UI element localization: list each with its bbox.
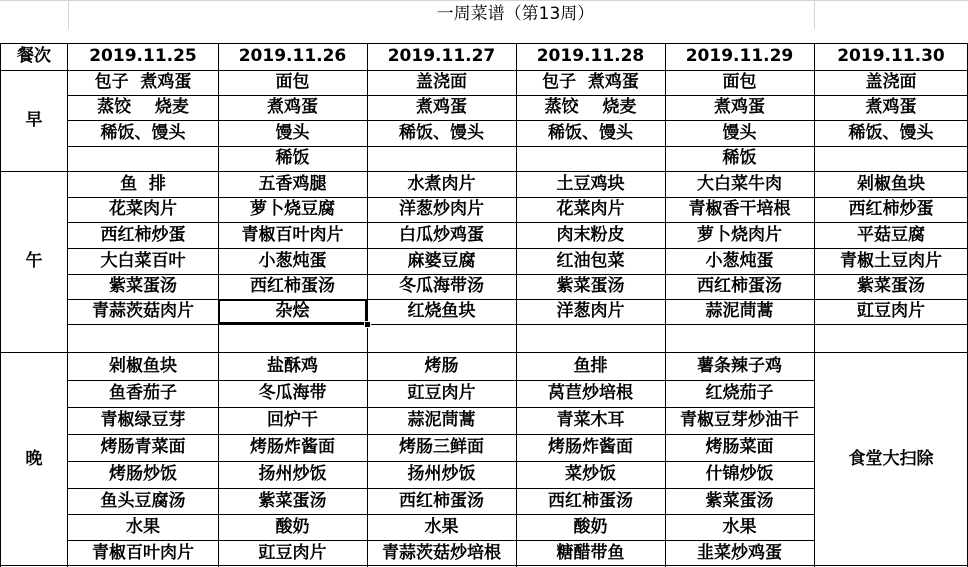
breakfast-menu-cell[interactable]: 盖浇面 <box>416 72 467 92</box>
lunch-menu-cell[interactable] <box>218 324 367 352</box>
lunch-menu-cell[interactable] <box>516 324 665 352</box>
dinner-menu-cell[interactable]: 薯条辣子鸡 <box>697 355 782 376</box>
dinner-menu-cell[interactable]: 酸奶 <box>573 516 608 537</box>
dinner-menu-cell[interactable]: 菜炒饭 <box>565 464 616 484</box>
dinner-menu-cell[interactable]: 烤肠炸酱面 <box>548 437 633 457</box>
breakfast-menu-cell[interactable]: 包子 煮鸡蛋 <box>94 72 192 92</box>
breakfast-menu-cell[interactable]: 稀饭、馒头 <box>848 122 934 143</box>
dinner-menu-cell[interactable]: 西红柿蛋汤 <box>548 490 633 511</box>
dinner-menu-cell[interactable]: 水果 <box>424 516 459 537</box>
breakfast-menu-cell[interactable]: 煮鸡蛋 <box>714 97 765 117</box>
dinner-menu-cell[interactable]: 盐酥鸡 <box>267 355 318 376</box>
lunch-menu-cell[interactable]: 萝卜烧豆腐 <box>250 199 335 219</box>
grid-line <box>516 43 517 567</box>
lunch-menu-cell[interactable]: 西红柿蛋汤 <box>250 276 335 296</box>
fill-handle[interactable] <box>364 321 371 328</box>
dinner-menu-cell[interactable]: 紫菜蛋汤 <box>705 490 774 511</box>
lunch-menu-cell[interactable]: 青椒百叶肉片 <box>241 224 344 245</box>
header-date[interactable]: 2019.11.29 <box>685 46 794 66</box>
dinner-menu-cell[interactable]: 莴苣炒培根 <box>548 383 633 403</box>
lunch-menu-cell[interactable] <box>367 324 516 352</box>
meal-label-breakfast[interactable]: 早 <box>25 110 43 130</box>
breakfast-menu-cell[interactable]: 馒头 <box>722 122 757 143</box>
dinner-menu-cell[interactable]: 水果 <box>722 516 757 537</box>
breakfast-menu-cell[interactable]: 盖浇面 <box>865 72 917 92</box>
lunch-menu-cell[interactable]: 青蒜茨菇肉片 <box>92 301 194 321</box>
header-meal[interactable]: 餐次 <box>17 46 51 66</box>
lunch-menu-cell[interactable]: 紫菜蛋汤 <box>857 276 925 296</box>
lunch-menu-cell[interactable]: 白瓜炒鸡蛋 <box>399 224 484 245</box>
grid-line <box>68 0 69 29</box>
lunch-menu-cell[interactable]: 小葱炖蛋 <box>258 250 327 271</box>
lunch-menu-cell[interactable]: 花菜肉片 <box>109 199 177 219</box>
lunch-menu-cell[interactable]: 蒜泥茼蒿 <box>705 301 774 321</box>
grid-line <box>814 43 815 567</box>
lunch-menu-cell[interactable]: 西红柿炒蛋 <box>848 199 934 219</box>
grid-line <box>68 540 815 541</box>
grid-line <box>0 43 968 44</box>
header-date[interactable]: 2019.11.25 <box>89 46 197 66</box>
grid-line <box>68 299 968 300</box>
grid-line <box>68 461 815 462</box>
breakfast-menu-cell[interactable]: 煮鸡蛋 <box>865 97 917 117</box>
lunch-menu-cell[interactable]: 青椒土豆肉片 <box>840 250 942 271</box>
lunch-menu-cell[interactable]: 平菇豆腐 <box>857 224 925 245</box>
breakfast-menu-cell[interactable]: 蒸饺 烧麦 <box>97 97 189 117</box>
lunch-menu-cell[interactable]: 洋葱炒肉片 <box>399 199 484 219</box>
dinner-menu-cell[interactable]: 豇豆肉片 <box>258 542 327 563</box>
dinner-menu-cell[interactable]: 糖醋带鱼 <box>556 542 625 563</box>
breakfast-menu-cell[interactable]: 面包 <box>275 72 310 92</box>
breakfast-menu-cell[interactable] <box>516 146 665 171</box>
lunch-menu-cell[interactable]: 鱼 排 <box>120 173 166 194</box>
lunch-menu-cell[interactable]: 冬瓜海带汤 <box>399 276 484 296</box>
breakfast-menu-cell[interactable]: 馒头 <box>275 122 310 143</box>
grid-line <box>814 0 815 29</box>
dinner-menu-cell[interactable]: 酸奶 <box>275 516 310 537</box>
lunch-menu-cell[interactable] <box>814 324 968 352</box>
dinner-menu-cell[interactable]: 什锦炒饭 <box>705 464 774 484</box>
dinner-menu-cell[interactable]: 韭菜炒鸡蛋 <box>697 542 782 563</box>
grid-line <box>68 407 815 408</box>
grid-line <box>0 352 968 353</box>
dinner-menu-cell[interactable]: 烤肠青菜面 <box>100 437 186 457</box>
dinner-menu-cell[interactable]: 扬州炒饭 <box>258 464 327 484</box>
dinner-menu-cell[interactable]: 豇豆肉片 <box>407 383 476 403</box>
dinner-menu-cell[interactable]: 青椒绿豆芽 <box>100 410 186 430</box>
grid-line <box>68 248 968 249</box>
dinner-menu-cell[interactable]: 烤肠 <box>424 355 459 376</box>
lunch-menu-cell[interactable]: 花菜肉片 <box>556 199 625 219</box>
grid-line <box>68 146 968 147</box>
header-date[interactable]: 2019.11.27 <box>387 46 496 66</box>
lunch-menu-cell[interactable]: 麻婆豆腐 <box>407 250 476 271</box>
lunch-menu-cell[interactable]: 五香鸡腿 <box>258 173 327 194</box>
grid-line <box>68 380 815 381</box>
dinner-menu-cell[interactable]: 回炉干 <box>267 410 318 430</box>
lunch-menu-cell[interactable]: 西红柿炒蛋 <box>100 224 186 245</box>
grid-line <box>0 43 1 567</box>
dinner-menu-cell[interactable]: 烤肠炒饭 <box>109 464 177 484</box>
breakfast-menu-cell[interactable]: 煮鸡蛋 <box>267 97 318 117</box>
grid-line <box>68 514 815 515</box>
breakfast-menu-cell[interactable]: 稀饭、馒头 <box>100 122 186 143</box>
breakfast-menu-cell[interactable] <box>367 146 516 171</box>
lunch-menu-cell[interactable]: 红烧鱼块 <box>407 301 476 321</box>
dinner-saturday-merged[interactable]: 食堂大扫除 <box>848 448 934 469</box>
breakfast-menu-cell[interactable]: 稀饭、馒头 <box>399 122 484 143</box>
dinner-menu-cell[interactable]: 蒜泥茼蒿 <box>407 410 476 430</box>
breakfast-menu-cell[interactable]: 包子 煮鸡蛋 <box>542 72 639 92</box>
dinner-menu-cell[interactable]: 鱼排 <box>573 355 608 376</box>
grid-line <box>68 120 968 121</box>
breakfast-menu-cell[interactable] <box>68 146 218 171</box>
header-date[interactable]: 2019.11.26 <box>238 46 347 66</box>
lunch-menu-cell[interactable]: 红油包菜 <box>556 250 625 271</box>
grid-line <box>665 43 666 567</box>
dinner-menu-cell[interactable]: 烤肠炸酱面 <box>250 437 335 457</box>
dinner-menu-cell[interactable]: 烤肠菜面 <box>705 437 774 457</box>
grid-line <box>68 324 968 325</box>
lunch-menu-cell[interactable]: 水煮肉片 <box>407 173 476 194</box>
dinner-menu-cell[interactable]: 鱼头豆腐汤 <box>100 490 186 511</box>
breakfast-menu-cell[interactable]: 面包 <box>722 72 757 92</box>
breakfast-menu-cell[interactable]: 稀饭 <box>275 148 310 168</box>
grid-line <box>0 0 968 1</box>
grid-line <box>0 70 968 71</box>
dinner-menu-cell[interactable]: 青菜木耳 <box>556 410 625 430</box>
dinner-menu-cell[interactable]: 紫菜蛋汤 <box>258 490 327 511</box>
dinner-menu-cell[interactable]: 鱼香茄子 <box>109 383 177 403</box>
dinner-menu-cell[interactable]: 西红柿蛋汤 <box>399 490 484 511</box>
lunch-menu-cell[interactable]: 土豆鸡块 <box>556 173 625 194</box>
grid-line <box>367 43 368 567</box>
lunch-menu-cell[interactable]: 小葱炖蛋 <box>705 250 774 271</box>
breakfast-menu-cell[interactable]: 蒸饺 烧麦 <box>544 97 637 117</box>
lunch-menu-cell[interactable]: 大白菜牛肉 <box>697 173 782 194</box>
breakfast-menu-cell[interactable]: 煮鸡蛋 <box>416 97 467 117</box>
dinner-menu-cell[interactable]: 水果 <box>126 516 160 537</box>
dinner-menu-cell[interactable]: 青蒜茨菇炒培根 <box>382 542 501 563</box>
lunch-menu-cell[interactable]: 杂烩 <box>275 301 310 321</box>
breakfast-menu-cell[interactable]: 稀饭 <box>722 148 757 168</box>
grid-line <box>68 434 815 435</box>
breakfast-menu-cell[interactable] <box>814 146 968 171</box>
grid-line <box>68 274 968 275</box>
dinner-menu-cell[interactable]: 红烧茄子 <box>705 383 774 403</box>
lunch-menu-cell[interactable]: 青椒香干培根 <box>688 199 791 219</box>
lunch-menu-cell[interactable]: 洋葱肉片 <box>556 301 625 321</box>
dinner-menu-cell[interactable]: 扬州炒饭 <box>407 464 476 484</box>
lunch-menu-cell[interactable]: 西红柿蛋汤 <box>697 276 782 296</box>
lunch-menu-cell[interactable]: 紫菜蛋汤 <box>556 276 625 296</box>
dinner-menu-cell[interactable]: 青椒百叶肉片 <box>92 542 194 563</box>
meal-label-lunch[interactable]: 午 <box>25 251 43 271</box>
dinner-menu-cell[interactable]: 剁椒鱼块 <box>109 355 177 376</box>
sheet-title: 一周菜谱（第13周） <box>436 3 595 24</box>
lunch-menu-cell[interactable]: 肉末粉皮 <box>556 224 625 245</box>
lunch-menu-cell[interactable]: 萝卜烧肉片 <box>697 224 782 245</box>
lunch-menu-cell[interactable]: 豇豆肉片 <box>857 301 925 321</box>
meal-label-dinner[interactable]: 晚 <box>25 448 43 469</box>
grid-line <box>68 222 968 223</box>
lunch-menu-cell[interactable]: 大白菜百叶 <box>100 250 186 271</box>
dinner-menu-cell[interactable]: 青椒豆芽炒油干 <box>680 410 799 430</box>
grid-line <box>68 197 968 198</box>
header-date[interactable]: 2019.11.30 <box>837 46 945 66</box>
lunch-menu-cell[interactable] <box>665 324 814 352</box>
lunch-menu-cell[interactable]: 紫菜蛋汤 <box>109 276 177 296</box>
lunch-menu-cell[interactable] <box>68 324 218 352</box>
breakfast-menu-cell[interactable]: 稀饭、馒头 <box>548 122 633 143</box>
grid-line <box>68 488 815 489</box>
grid-line <box>67 43 68 567</box>
selected-cell-border <box>218 299 367 324</box>
grid-line <box>0 171 968 172</box>
lunch-menu-cell[interactable]: 剁椒鱼块 <box>857 173 925 194</box>
dinner-menu-cell[interactable]: 冬瓜海带 <box>258 383 327 403</box>
header-date[interactable]: 2019.11.28 <box>536 46 645 66</box>
dinner-menu-cell[interactable]: 烤肠三鲜面 <box>399 437 484 457</box>
grid-line <box>68 95 968 96</box>
